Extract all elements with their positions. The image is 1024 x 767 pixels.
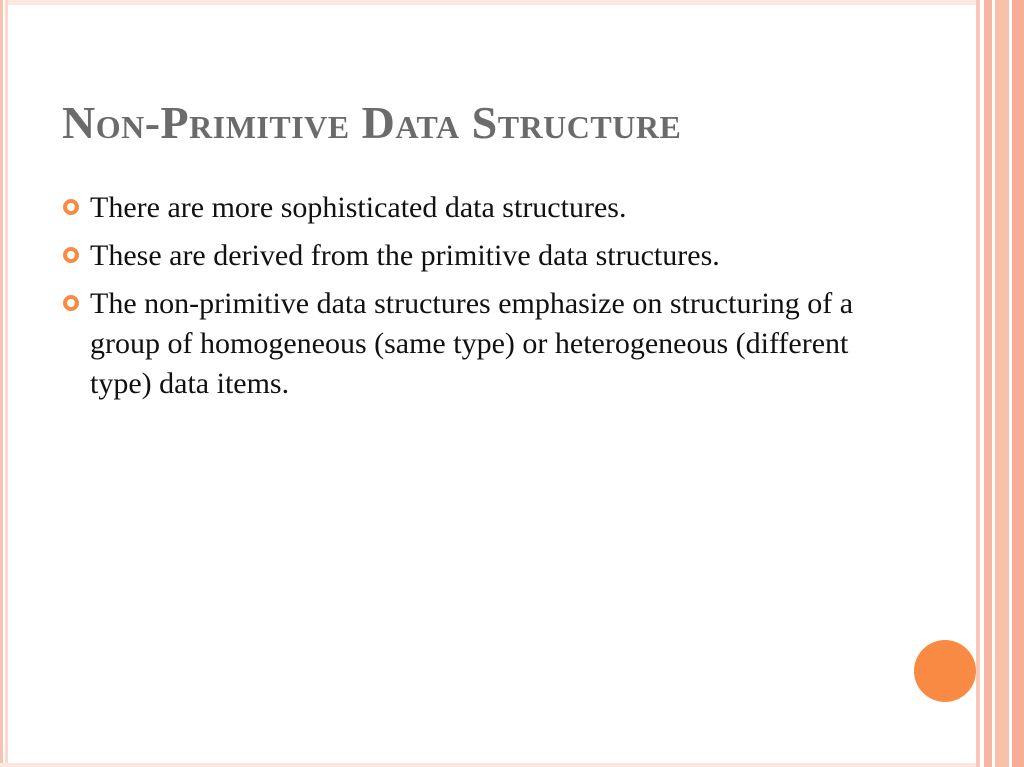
bullet-text: There are more sophisticated data structures. — [90, 191, 627, 224]
bullet-list — [62, 188, 892, 412]
bottom-border — [0, 763, 1024, 767]
list-item — [62, 284, 892, 404]
orange-ring-bullet-icon — [62, 193, 90, 221]
list-item — [62, 188, 892, 228]
bullet-text: The non-primitive data structures emphasize on structuring of a group of homogeneous (same type) or heterogeneous (different type) data items. — [90, 287, 854, 400]
orange-ring-bullet-icon — [62, 241, 90, 269]
right-decorative-stripes — [976, 0, 1024, 767]
orange-circle-decoration — [914, 640, 976, 702]
left-border — [0, 0, 8, 767]
slide-title: Non-Primitive Data Structure — [62, 97, 682, 148]
list-item — [62, 236, 892, 276]
bullet-text: These are derived from the primitive data structures. — [90, 239, 720, 272]
top-border — [0, 0, 1024, 5]
orange-ring-bullet-icon — [62, 289, 90, 317]
